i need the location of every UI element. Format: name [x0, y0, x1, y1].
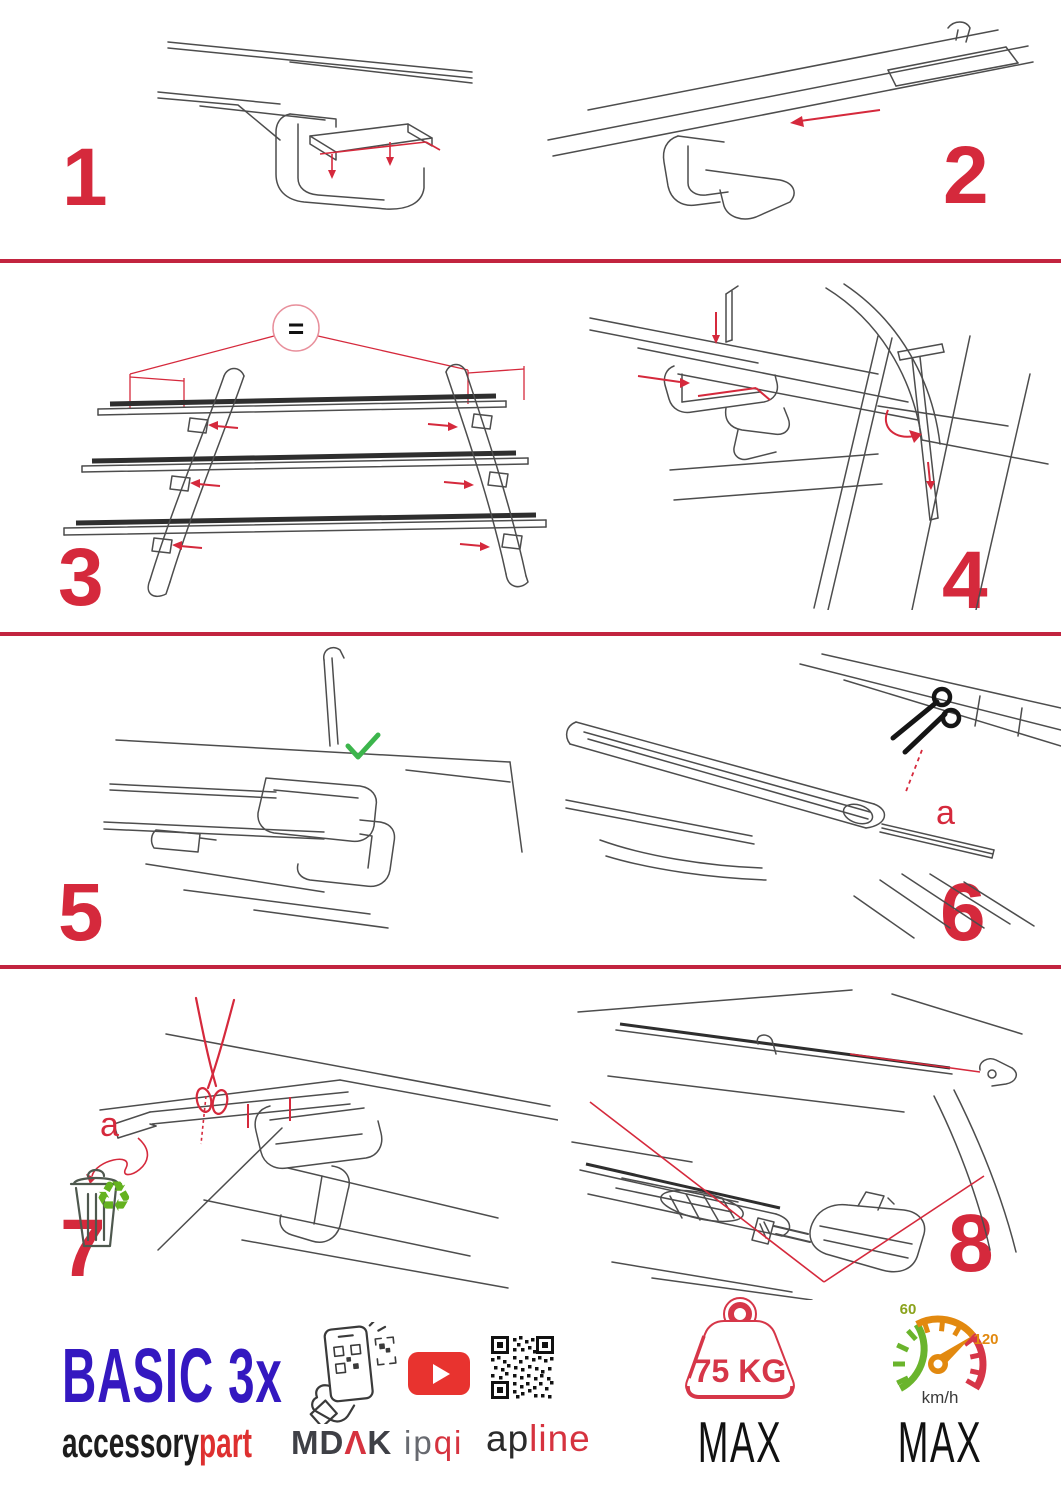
allen-key-upright: [324, 648, 344, 746]
brand-black: accessory: [62, 1420, 200, 1467]
step-1-red-markers: [320, 142, 440, 171]
step-3-number: 3: [58, 532, 104, 623]
recycle-icon: ♻: [95, 1173, 133, 1220]
step-2-illustration: [528, 18, 1048, 243]
step-2-number: 2: [943, 130, 989, 221]
speed-high-label: 120: [973, 1331, 999, 1348]
speed-low-label: 60: [899, 1301, 917, 1318]
step-3-illustration: [38, 278, 558, 608]
step-8-number: 8: [948, 1198, 994, 1289]
allen-key-insert: [726, 286, 738, 342]
trim-label: a: [936, 794, 955, 832]
step-4-number: 4: [942, 535, 988, 626]
step-4-illustration: [578, 278, 1061, 610]
speed-max-label: MAX: [897, 1409, 983, 1475]
trim-label: a: [100, 1106, 119, 1144]
step-8-illustration: [552, 982, 1061, 1300]
weight-max-icon: [668, 1294, 812, 1406]
step-1-number: 1: [62, 132, 108, 223]
separator-line-3: [0, 965, 1061, 969]
phone-qr-scan-icon: [298, 1322, 398, 1424]
youtube-icon: [408, 1352, 470, 1395]
step-6-illustration: [548, 642, 1061, 960]
step-7-illustration: [38, 988, 558, 1295]
step-5-illustration: [58, 642, 528, 960]
step-7-number: 7: [60, 1203, 106, 1294]
step-8-red-leaders: [590, 1054, 984, 1282]
separator-line-1: [0, 259, 1061, 263]
weight-value: 75 KG: [693, 1353, 787, 1389]
step-2-red-arrow: [800, 110, 880, 121]
speed-unit-label: km/h: [921, 1388, 959, 1407]
brand-red: part: [199, 1420, 252, 1467]
weight-max-label: MAX: [697, 1409, 783, 1475]
product-name: BASIC 3x: [62, 1333, 283, 1420]
partner-logo-ipqi: ipqi: [404, 1424, 464, 1461]
equal-sign: =: [287, 313, 305, 344]
partner-logo-mdak: MDΛK: [291, 1424, 393, 1461]
partner-logo-apline: apline: [486, 1418, 591, 1459]
separator-line-2: [0, 632, 1061, 636]
step-5-number: 5: [58, 867, 104, 958]
step-6-number: 6: [940, 867, 986, 958]
step-1-illustration: [140, 28, 480, 243]
qr-code-icon: [491, 1336, 554, 1399]
